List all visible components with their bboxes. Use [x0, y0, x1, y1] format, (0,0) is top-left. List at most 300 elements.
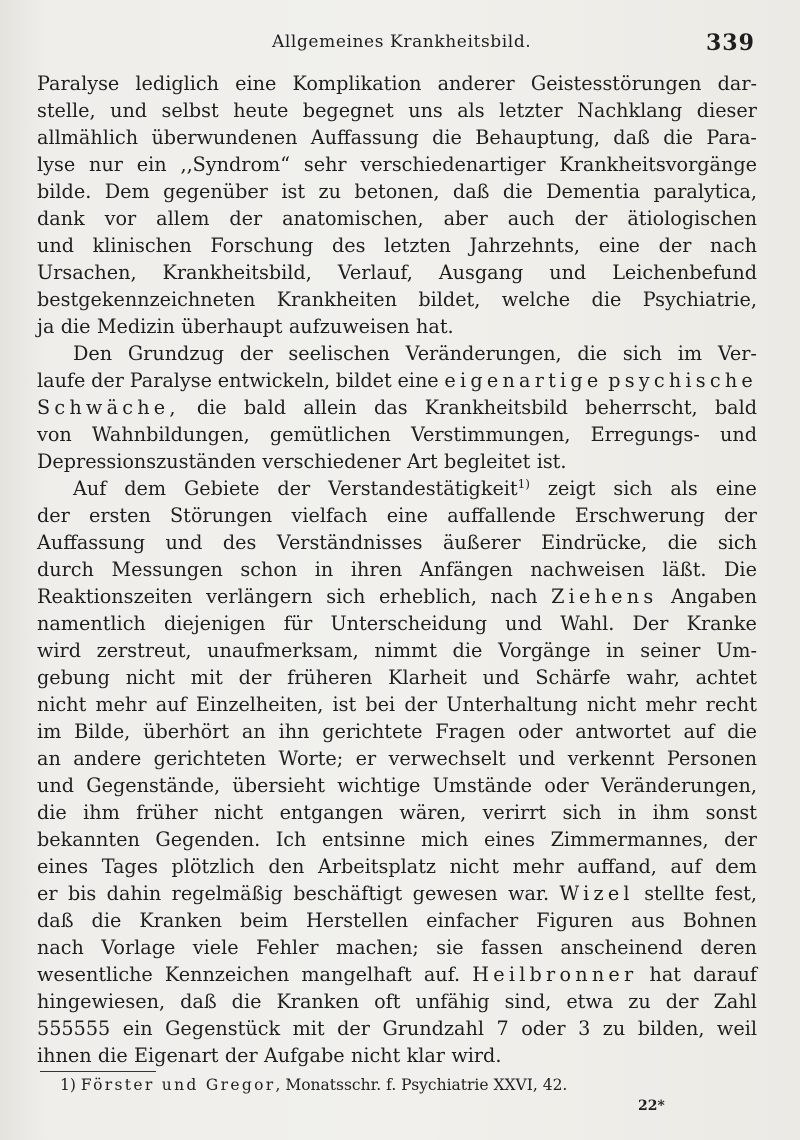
word: diejenigen: [163, 612, 266, 635]
word: Gebiete: [183, 477, 260, 500]
word: äußerer: [442, 531, 521, 554]
word: 3: [578, 1017, 591, 1040]
word: mehr: [512, 855, 564, 878]
word: 555555: [37, 1017, 111, 1040]
word: der: [239, 342, 273, 365]
word: früher: [136, 801, 198, 824]
word: Fragen: [435, 720, 506, 743]
word: eine: [715, 477, 757, 500]
word: Leichenbefund: [612, 261, 757, 284]
word: zu: [628, 990, 651, 1013]
word: Gegenden.: [155, 828, 261, 851]
word: Worte;: [278, 747, 344, 770]
word: Veränderungen,: [405, 342, 562, 365]
word: des: [222, 531, 257, 554]
word: antwortet: [575, 720, 671, 743]
word: lyse: [37, 153, 76, 176]
word: Grundzahl: [382, 1017, 484, 1040]
text-line: [37, 556, 757, 583]
word: Fehler: [255, 936, 319, 959]
word: übersieht: [232, 774, 325, 797]
word: ,,Syndrom“: [180, 153, 291, 176]
text-line: [37, 826, 757, 853]
word: nicht: [449, 855, 499, 878]
word: Einzelheiten,: [195, 693, 324, 716]
word: verschiedener: [262, 450, 401, 473]
word: Messungen: [111, 558, 223, 581]
word: sehr: [303, 153, 347, 176]
word: gewesen: [412, 882, 498, 905]
word: paralytica,: [653, 180, 757, 203]
word: an: [241, 720, 266, 743]
word: daß: [180, 990, 217, 1013]
word: andere: [73, 747, 142, 770]
word: Dementia: [546, 180, 641, 203]
word: ihm: [652, 801, 690, 824]
word: mit: [292, 1017, 325, 1040]
text-line: [37, 421, 757, 448]
word: uns: [408, 99, 443, 122]
word: ihnen: [37, 1044, 92, 1067]
word: die: [60, 315, 91, 338]
word: Verstimmungen,: [410, 423, 571, 446]
word: Medizin: [96, 315, 175, 338]
word: nur: [89, 153, 123, 176]
word: deren: [700, 936, 757, 959]
text-line: [37, 988, 757, 1015]
text-line: [37, 70, 757, 97]
word: die: [452, 639, 483, 662]
word: dieser: [696, 99, 757, 122]
word: Erregungs-: [590, 423, 700, 446]
text-line: [37, 178, 757, 205]
word: und: [37, 234, 74, 257]
text-line: [37, 151, 757, 178]
word: wesentliche: [37, 963, 153, 986]
word: auf.: [423, 963, 461, 986]
running-title: Allgemeines Krankheitsbild.: [272, 32, 532, 52]
word: Eigenart: [134, 1044, 219, 1067]
word: lediglich: [135, 72, 219, 95]
word: als: [670, 477, 698, 500]
word: durch: [37, 558, 94, 581]
word: beschäftigt: [293, 882, 403, 905]
word: war.: [508, 882, 550, 905]
word: sich: [613, 477, 653, 500]
word: eine: [598, 234, 640, 257]
text-line: [37, 907, 757, 934]
word: und: [165, 531, 203, 554]
word: welche: [501, 288, 571, 311]
footnote: [60, 1075, 567, 1095]
word: die: [91, 909, 122, 932]
word: Reaktionszeiten: [37, 585, 193, 608]
footnote-marker: 1): [60, 1076, 76, 1094]
word: Wahnbildungen,: [91, 423, 250, 446]
word: mehr: [645, 693, 697, 716]
word: klinischen: [92, 234, 192, 257]
word: Wizel: [559, 882, 634, 905]
word: fest,: [714, 882, 757, 905]
word: bilden,: [637, 1017, 705, 1040]
word: dank: [37, 207, 85, 230]
word: machen;: [335, 936, 419, 959]
word: er: [355, 747, 377, 770]
word: Krankheitsvorgänge: [559, 153, 757, 176]
word: Ursachen,: [37, 261, 137, 284]
word: anscheinend: [560, 936, 683, 959]
word: nicht: [586, 693, 637, 716]
word: Depressionszuständen: [37, 450, 256, 473]
word: Ziehens: [551, 585, 658, 608]
word: Schärfe: [535, 666, 611, 689]
word: wird.: [451, 1044, 502, 1067]
word: an: [37, 747, 61, 770]
text-line: [37, 259, 757, 286]
word: Behauptung,: [475, 126, 600, 149]
text-line: [37, 502, 757, 529]
footnote-reference: 1): [517, 477, 530, 491]
word: die: [591, 288, 622, 311]
word: plötzlich: [171, 855, 255, 878]
word: der: [277, 477, 311, 500]
word: Herstellen: [305, 909, 409, 932]
word: allein: [303, 396, 357, 419]
word: begegnet: [302, 99, 394, 122]
word: unfähig: [415, 990, 490, 1013]
word: oder: [521, 1017, 566, 1040]
word: aus: [631, 909, 665, 932]
word: der: [37, 504, 70, 527]
word: Jahrzehnts,: [469, 234, 581, 257]
word: Veränderungen,: [600, 774, 757, 797]
word: dahin: [106, 882, 162, 905]
word: zu: [318, 180, 341, 203]
word: und: [720, 423, 757, 446]
sheet-signature: 22*: [638, 1098, 665, 1114]
word: heute: [233, 99, 289, 122]
word: Angaben: [671, 585, 757, 608]
word: früheren: [287, 666, 373, 689]
word: oft: [374, 990, 401, 1013]
word: gemütlichen: [269, 423, 391, 446]
word: fassen: [481, 936, 543, 959]
word: daß: [613, 126, 650, 149]
word: ihn: [278, 720, 310, 743]
word: Erschwerung: [574, 504, 705, 527]
word: nach: [37, 936, 84, 959]
word: bis: [67, 882, 97, 905]
footnote-citation: , Monatsschr. f. Psychiatrie XXVI, 42.: [275, 1076, 568, 1094]
word: gegenüber: [163, 180, 268, 203]
word: das: [374, 396, 408, 419]
word: der: [337, 1017, 370, 1040]
word: verirrt: [482, 801, 547, 824]
word: Geistesstörungen: [530, 72, 702, 95]
word: Auffassung: [310, 126, 419, 149]
word: mangelhaft: [301, 963, 412, 986]
word: Unterscheidung: [330, 612, 487, 635]
word: auffallende: [447, 504, 556, 527]
word: regelmäßig: [171, 882, 283, 905]
word: Psychiatrie,: [642, 288, 757, 311]
word: selbst: [161, 99, 219, 122]
word: Nachklang: [577, 99, 683, 122]
footnote-divider: [40, 1071, 156, 1072]
word: Wahl.: [560, 612, 615, 635]
word: Krankheiten: [276, 288, 397, 311]
word: die: [502, 180, 533, 203]
word: bald: [714, 396, 757, 419]
word: mehr: [95, 693, 147, 716]
word: Gegenstände,: [86, 774, 221, 797]
word: Verlauf,: [337, 261, 413, 284]
text-line: [37, 664, 757, 691]
word: die: [667, 531, 698, 554]
text-line: [37, 313, 757, 340]
word: gebung: [37, 666, 110, 689]
word: sich: [717, 531, 757, 554]
word: ist: [281, 180, 306, 203]
word: oder: [518, 720, 563, 743]
word: die: [663, 126, 693, 149]
text-line: [37, 961, 757, 988]
word: nimmt: [374, 639, 437, 662]
word: sie: [436, 936, 464, 959]
word: sich: [622, 342, 662, 365]
word: wichtige: [337, 774, 421, 797]
word: Verstandestätigkeit: [328, 477, 518, 500]
text-line: [37, 1015, 757, 1042]
word: zeigt: [547, 477, 596, 500]
word: allmählich: [37, 126, 139, 149]
word: in: [314, 558, 334, 581]
word: Heilbronner: [472, 963, 638, 986]
word: eines: [37, 855, 89, 878]
word: Unterhaltung: [446, 693, 578, 716]
word: viele: [192, 936, 239, 959]
word: und: [37, 774, 74, 797]
word: die: [231, 990, 262, 1013]
text-line: [37, 853, 757, 880]
word: und: [518, 747, 556, 770]
text-line: [37, 799, 757, 826]
text-line: [37, 340, 757, 367]
word: verlängern: [206, 585, 313, 608]
word: der: [574, 207, 608, 230]
word: Eindrücke,: [541, 531, 648, 554]
word: nicht: [350, 1044, 401, 1067]
word: mich: [420, 828, 469, 851]
word: ihren: [350, 558, 403, 581]
word: Den: [73, 342, 113, 365]
word: anatomischen,: [282, 207, 424, 230]
word: weil: [716, 1017, 757, 1040]
word: die: [196, 396, 227, 419]
word: gerichteten: [153, 747, 267, 770]
word: Bohnen: [682, 909, 757, 932]
word: ist: [332, 693, 357, 716]
word: der: [91, 369, 124, 392]
page-header: [0, 30, 800, 60]
word: auf: [670, 855, 702, 878]
word: Ver-: [717, 342, 757, 365]
word: nicht: [125, 666, 175, 689]
word: Figuren: [536, 909, 614, 932]
word: bilde.: [37, 180, 92, 203]
word: bildet: [335, 369, 392, 392]
word: Kranke: [686, 612, 757, 635]
word: Arbeitsplatz: [317, 855, 437, 878]
word: Vorlage: [101, 936, 176, 959]
text-line: [37, 286, 757, 313]
word: etwa: [566, 990, 614, 1013]
word: Vorgänge: [497, 639, 591, 662]
word: wären,: [399, 801, 467, 824]
word: als: [457, 99, 485, 122]
word: Störungen: [170, 504, 273, 527]
word: Kranken: [139, 909, 222, 932]
text-line: [37, 124, 757, 151]
word: Um-: [716, 639, 757, 662]
text-line: [37, 637, 757, 664]
word: Bilde,: [74, 720, 131, 743]
word: ein: [122, 1017, 153, 1040]
word: des: [331, 234, 366, 257]
word: der: [224, 1044, 258, 1067]
word: eines: [483, 828, 536, 851]
word: Ausgang: [438, 261, 524, 284]
word: aber: [443, 207, 488, 230]
word: der: [724, 828, 757, 851]
word: Schwäche,: [37, 396, 180, 419]
word: Anfängen: [419, 558, 513, 581]
word: mit: [190, 666, 223, 689]
word: und: [505, 612, 543, 635]
text-line: [37, 691, 757, 718]
word: Krankheitsbild,: [162, 261, 312, 284]
word: eine: [397, 369, 439, 392]
word: unaufmerksam,: [207, 639, 359, 662]
word: dem: [715, 855, 757, 878]
text-line: [37, 475, 757, 502]
word: und: [110, 99, 148, 122]
word: bildet,: [418, 288, 481, 311]
word: auch: [507, 207, 555, 230]
word: Kennzeichen: [164, 963, 290, 986]
word: im: [37, 720, 62, 743]
text-line: [37, 205, 757, 232]
word: zu: [602, 1017, 626, 1040]
word: beim: [239, 909, 288, 932]
word: vielfach: [291, 504, 368, 527]
word: seiner: [640, 639, 701, 662]
word: Art: [406, 450, 438, 473]
word: seelischen: [288, 342, 390, 365]
text-line: [37, 772, 757, 799]
word: recht: [705, 693, 757, 716]
word: bald: [243, 396, 287, 419]
word: Komplikation: [292, 72, 422, 95]
word: einfacher: [426, 909, 519, 932]
word: dar-: [717, 72, 757, 95]
word: verkennt: [567, 747, 655, 770]
word: Aufgabe: [263, 1044, 345, 1067]
word: achtet: [695, 666, 757, 689]
word: und: [482, 666, 520, 689]
word: im: [677, 342, 703, 365]
word: bekannten: [37, 828, 140, 851]
word: entsinne: [321, 828, 406, 851]
word: nicht: [213, 801, 264, 824]
word: der: [665, 990, 699, 1013]
word: allem: [156, 207, 210, 230]
word: Ich: [275, 828, 307, 851]
word: überhört: [143, 720, 230, 743]
word: hat.: [416, 315, 454, 338]
word: Krankheitsbild: [424, 396, 568, 419]
word: aufzuweisen: [288, 315, 410, 338]
word: Auf: [73, 477, 107, 500]
word: daß: [452, 180, 490, 203]
text-line: [37, 394, 757, 421]
word: Dem: [104, 180, 150, 203]
text-line: [37, 718, 757, 745]
word: erheblich,: [378, 585, 477, 608]
word-with-note: [328, 475, 530, 502]
word: ist.: [536, 450, 567, 473]
word: der: [238, 666, 272, 689]
word: Personen: [666, 747, 757, 770]
word: nach: [490, 585, 538, 608]
text-line: [37, 448, 757, 475]
word: die: [97, 1044, 128, 1067]
word: klar: [406, 1044, 445, 1067]
word: betonen,: [354, 180, 440, 203]
word: ersten: [89, 504, 151, 527]
word: eine: [235, 72, 277, 95]
word: in: [606, 639, 625, 662]
word: überhaupt: [181, 315, 283, 338]
word: Umstände: [432, 774, 532, 797]
word: der: [404, 693, 438, 716]
word: Grundzug: [127, 342, 225, 365]
word: Die: [724, 558, 757, 581]
word: eigenartige: [444, 369, 603, 392]
word: nach: [710, 234, 757, 257]
word: namentlich: [37, 612, 146, 635]
word: wahr,: [626, 666, 680, 689]
text-line: [37, 934, 757, 961]
word: die: [727, 720, 757, 743]
word: ihm: [83, 801, 120, 824]
word: für: [283, 612, 313, 635]
word: von: [37, 423, 72, 446]
footnote-authors: Förster und Gregor: [80, 1076, 276, 1094]
word: die: [37, 801, 67, 824]
word: entgangen: [279, 801, 384, 824]
text-line: [37, 745, 757, 772]
word: schon: [240, 558, 298, 581]
text-line: [37, 880, 757, 907]
word: auf: [155, 693, 187, 716]
word: verschiedenartiger: [360, 153, 546, 176]
word: und: [549, 261, 587, 284]
word: Tages: [101, 855, 158, 878]
word: in: [617, 801, 637, 824]
word: laufe: [37, 369, 86, 392]
word: oder: [544, 774, 589, 797]
